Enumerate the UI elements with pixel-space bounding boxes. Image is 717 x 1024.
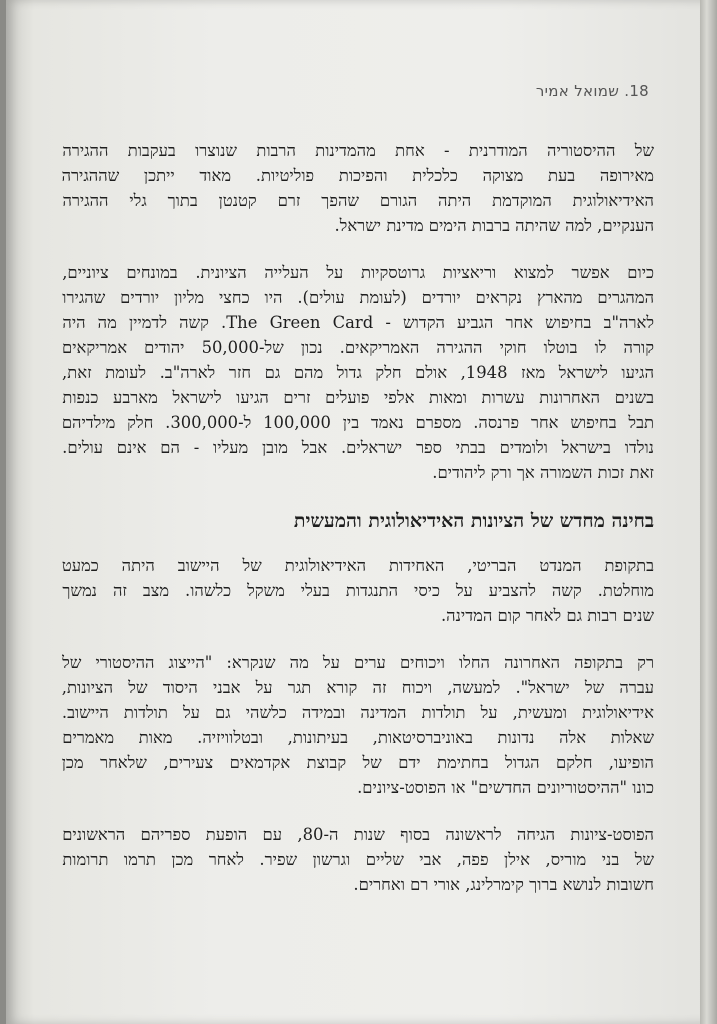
- text-line: הפוסט-ציונות הגיחה לראשונה בסוף שנות ה-80, עם הופעת ספריהם הראשונים: [62, 825, 654, 844]
- text-line: נולדו בישראל ולומדים בבתי ספר ישראלים. אבל מובן מעליו - הם אינם עולים.: [62, 438, 654, 457]
- text-line: תבל בחיפוש אחר פרנסה. מספרם נאמד בין 100,000 ל-300,000. חלק מילדיהם: [62, 413, 654, 432]
- text-line: לארה"ב בחיפוש אחר הגביע הקדוש - The Green Card. קשה לדמיין מה היה: [62, 313, 654, 332]
- paragraph-4: [62, 650, 654, 800]
- text-line: אידיאולוגית ומעשית, על תולדות המדינה ובמידה כלשהי גם על תולדות היישוב.: [62, 703, 654, 722]
- text-line: הופיעו, חלקם הגדול בחתימת ידם של קבוצת אקדמאים צעירים, שלאחר מכן: [62, 753, 654, 772]
- author-name: שמואל אמיר: [535, 82, 620, 100]
- text-line: קורה לו בוטלו חוקי ההגירה האמריקאים. נכון של-50,000 יהודים אמריקאים: [62, 338, 654, 357]
- text-line: האידיאולוגית המוקדמת היתה הגורם שהפך זרם קטנטן בתוך גלי ההגירה: [62, 191, 654, 210]
- text-line: מאירופה בעת מצוקה כלכלית והפיכות פוליטיות. מאוד ייתכן שההגירה: [62, 166, 654, 185]
- page-body: [62, 138, 654, 919]
- section-heading: בחינה מחדש של הציונות האידיאולוגית והמעשית: [293, 510, 654, 532]
- text-line: של ההיסטוריה המודרנית - אחת מהמדינות הרבות שנוצרו בעקבות ההגירה: [62, 141, 654, 160]
- book-page: [6, 0, 707, 1024]
- text-line: הענקיים, למה שהיתה ברבות הימים מדינת ישראל.: [334, 216, 654, 235]
- text-line: כיום אפשר למצוא וריאציות גרוטסקיות על העלייה הציונית. במונחים ציוניים,: [62, 263, 654, 282]
- text-line: זאת זכות השמורה אך ורק ליהודים.: [432, 463, 654, 482]
- text-line: המהגרים מהארץ נקראים יורדים (לעומת עולים). היו כחצי מליון יורדים שהגירו: [62, 288, 654, 307]
- paragraph-1: [62, 138, 654, 238]
- text-line: עברה של ישראל". למעשה, ויכוח זה קורא תגר על אבני היסוד של הציונות,: [62, 678, 654, 697]
- text-line: רק בתקופה האחרונה החלו ויכוחים ערים על מה שנקרא: "הייצוג ההיסטורי של: [62, 653, 654, 672]
- text-line: בתקופת המנדט הבריטי, האחידות האידיאולוגית של היישוב היתה כמעט: [62, 556, 654, 575]
- running-header: [536, 82, 649, 100]
- text-line: חשובות לנושא ברוך קימרלינג, אורי רם ואחרים.: [353, 875, 654, 894]
- text-line: שנים רבות גם לאחר קום המדינה.: [440, 606, 654, 625]
- page-edge: [700, 0, 717, 1024]
- text-line: כונו "ההיסטוריונים החדשים" או הפוסט-ציונים.: [357, 778, 654, 797]
- text-line: שאלות אלה נדונות באוניברסיטאות, בעיתונות, ובטלוויזיה. מאות מאמרים: [62, 728, 654, 747]
- paragraph-3: [62, 553, 654, 628]
- text-line: הגיעו לישראל מאז 1948, אולם חלק גדול מהם גם חזר לארה"ב. לעומת זאת,: [62, 363, 654, 382]
- text-line: בשנים האחרונות עשרות ומאות אלפי פועלים זרים הגיעו לישראל מארבע כנפות: [62, 388, 654, 407]
- paragraph-2: [62, 260, 654, 485]
- paragraph-5: [62, 822, 654, 897]
- text-line: מוחלטת. קשה להצביע על כיסי התנגדות בעלי משקל כלשהו. מצב זה נמשך: [62, 581, 654, 600]
- text-line: של בני מוריס, אילן פפה, אבי שליים וגרשון שפיר. לאחר מכן תרמו תרומות: [62, 850, 654, 869]
- page-number: 18.: [624, 82, 649, 100]
